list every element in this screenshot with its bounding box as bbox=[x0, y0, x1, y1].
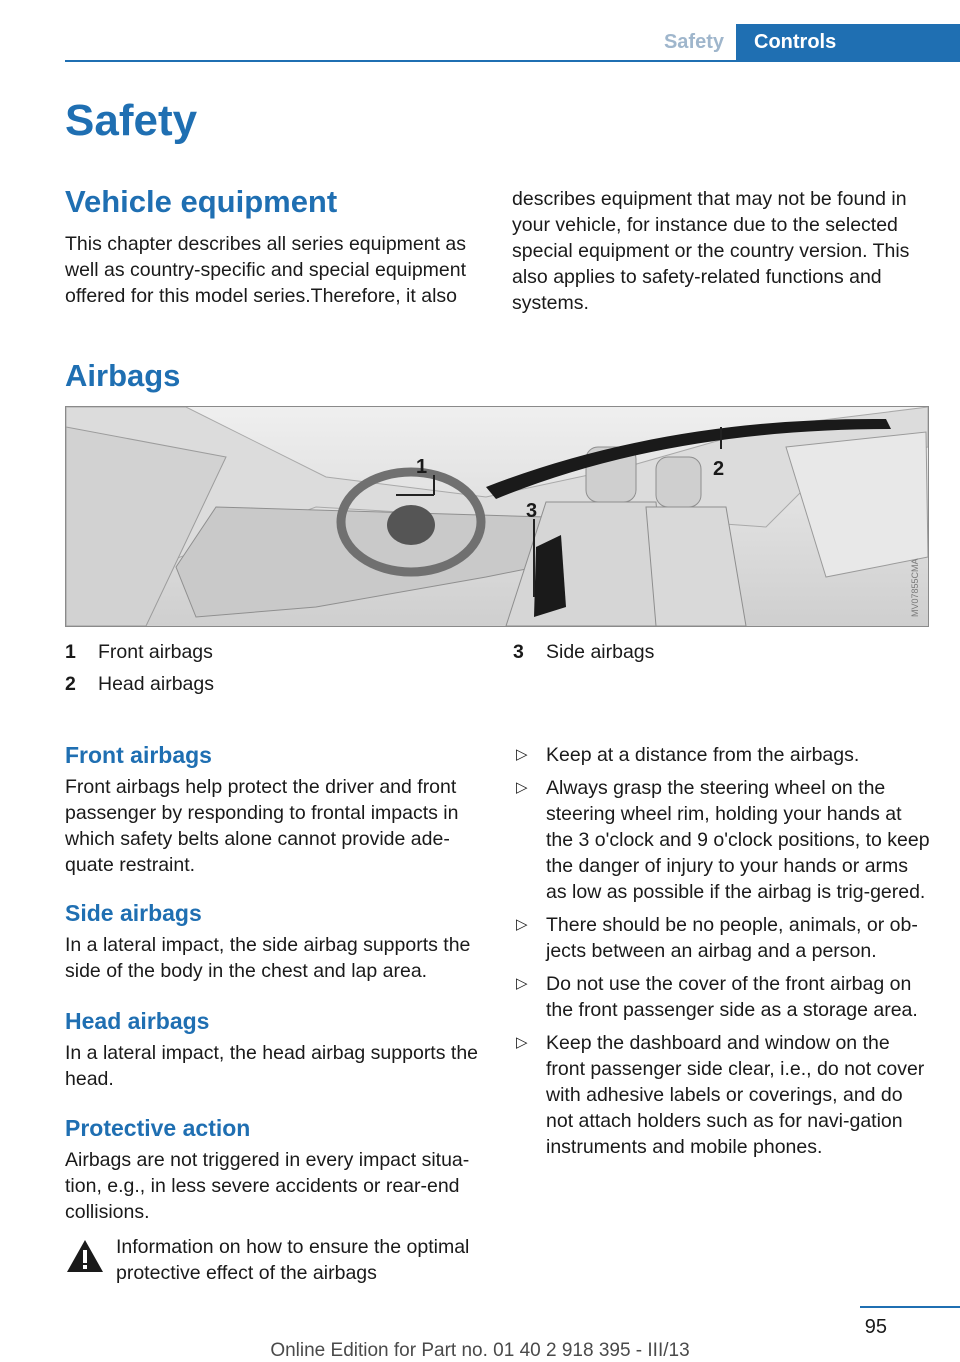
list-item bbox=[512, 912, 932, 964]
legend-number: 3 bbox=[513, 641, 524, 663]
list-item bbox=[512, 1030, 932, 1160]
vehicle-equipment-text-right: describes equipment that may not be found in your vehicle, for instance due to the selected special equipment or the country version. This also applies to safety-related functions and systems. bbox=[512, 188, 910, 314]
front-airbags-heading: Front airbags bbox=[65, 742, 212, 768]
edition-footer: Online Edition for Part no. 01 40 2 918 395 - III/13 bbox=[270, 1340, 690, 1361]
header-rule bbox=[65, 60, 960, 62]
triangle-bullet-icon: ▷ bbox=[516, 916, 528, 933]
callout-3: 3 bbox=[526, 500, 538, 522]
legend-label: Front airbags bbox=[98, 641, 213, 663]
bullet-list bbox=[512, 742, 932, 1167]
bullet-text: Always grasp the steering wheel on the steering wheel rim, holding your hands at the 3 o'clock and 9 o'clock positions, to keep the danger of injury to your hands or arms as low as possible if the airbag is trig-gered. bbox=[546, 777, 930, 903]
head-airbags-text: In a lateral impact, the head airbag supports the head. bbox=[65, 1042, 479, 1090]
bullet-text: Do not use the cover of the front airbag on the front passenger side as a storage area. bbox=[546, 973, 918, 1021]
triangle-bullet-icon: ▷ bbox=[516, 1034, 528, 1051]
callout-1: 1 bbox=[416, 456, 428, 478]
legend-label: Head airbags bbox=[98, 673, 214, 695]
footer-rule bbox=[860, 1306, 960, 1308]
bullet-text: Keep at a distance from the airbags. bbox=[546, 744, 860, 766]
side-airbags-heading: Side airbags bbox=[65, 900, 202, 926]
warning-icon bbox=[65, 1238, 105, 1274]
legend-number: 1 bbox=[65, 641, 76, 663]
header-section-safety: Safety bbox=[663, 31, 724, 53]
bullet-text: There should be no people, animals, or ob-jects between an airbag and a person. bbox=[546, 914, 918, 962]
list-item bbox=[512, 775, 932, 905]
airbags-heading: Airbags bbox=[65, 358, 181, 393]
legend-label: Side airbags bbox=[546, 641, 655, 663]
airbags-figure bbox=[65, 406, 929, 627]
head-airbags-heading: Head airbags bbox=[65, 1008, 210, 1034]
warning-text: Information on how to ensure the optimal protective effect of the airbags bbox=[116, 1236, 470, 1284]
vehicle-equipment-text-left: This chapter describes all series equipment as well as country-specific and special equipment offered for this model series.Therefore, it also bbox=[65, 233, 467, 307]
list-item bbox=[512, 742, 932, 768]
triangle-bullet-icon: ▷ bbox=[516, 975, 528, 992]
side-airbags-text: In a lateral impact, the side airbag supports the side of the body in the chest and lap area. bbox=[65, 934, 471, 982]
list-item bbox=[512, 971, 932, 1023]
triangle-bullet-icon: ▷ bbox=[516, 779, 528, 796]
page-number: 95 bbox=[864, 1316, 887, 1338]
callout-2: 2 bbox=[713, 458, 725, 480]
triangle-bullet-icon: ▷ bbox=[516, 746, 528, 763]
legend-number: 2 bbox=[65, 673, 76, 695]
car-interior-illustration bbox=[66, 407, 928, 626]
protective-action-heading: Protective action bbox=[65, 1115, 251, 1141]
header-section-controls: Controls bbox=[736, 24, 960, 60]
vehicle-equipment-heading: Vehicle equipment bbox=[65, 184, 338, 219]
protective-action-text: Airbags are not triggered in every impact situa-tion, e.g., in less severe accidents or rear-end collisions. bbox=[65, 1149, 470, 1223]
page-title: Safety bbox=[65, 96, 198, 145]
front-airbags-text: Front airbags help protect the driver and front passenger by responding to frontal impacts in which safety belts alone cannot provide ade-quate restraint. bbox=[65, 776, 459, 876]
image-code: MV07855CMA bbox=[910, 558, 920, 617]
bullet-text: Keep the dashboard and window on the front passenger side clear, i.e., do not cover with adhesive labels or coverings, and do not attach holders such as for navi-gation instruments and mobile phones. bbox=[546, 1032, 925, 1158]
